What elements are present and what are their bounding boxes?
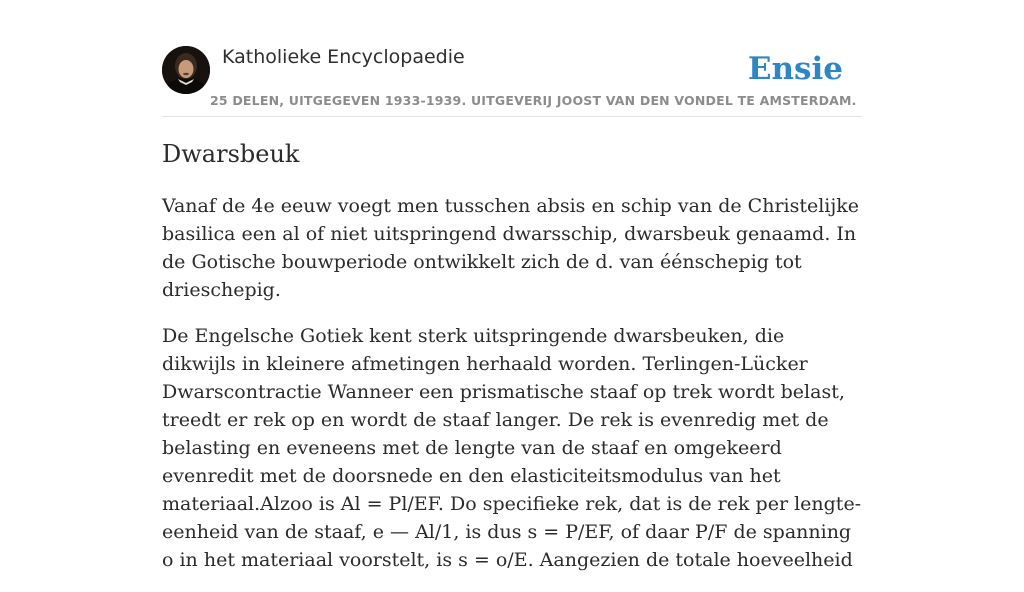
source-subtitle: 25 DELEN, UITGEGEVEN 1933-1939. UITGEVERIJ JOOST VAN DEN VONDEL TE AMSTERDAM. bbox=[210, 93, 857, 108]
source-avatar[interactable] bbox=[162, 46, 210, 94]
portrait-avatar-icon bbox=[162, 46, 210, 94]
source-header bbox=[162, 0, 862, 117]
article-paragraph: Vanaf de 4e eeuw voegt men tusschen absis en schip van de Christelijke basilica een al of niet uitspringend dwarsschip, dwarsbeuk genaamd. In de Gotische bouwperiode ontwikkelt zich de d. van éénschepig tot drieschepig. bbox=[162, 195, 860, 301]
brand-logo-link[interactable]: Ensie bbox=[747, 51, 843, 87]
article-paragraph: De Engelsche Gotiek kent sterk uitspringende dwarsbeuken, die dikwijls in kleinere afmetingen herhaald worden. Terlingen-Lücker Dwarscontractie Wanneer een prismatische staaf op trek wordt belast, treedt er rek op en wordt de staaf langer. De rek is evenredig met de belasting en eveneens met de lengte van de staaf en omgekeerd evenredit met de doorsnede en den elasticiteitsmodulus van het materiaal.Alzoo is Al = Pl/EF. Do specifieke rek, dat is de rek per lengte-eenheid van de staaf, e — Al/1, is dus s = P/EF, of daar P/F de spanning o in het materiaal voorstelt, is s = o/E. Aangezien de totale hoeveelheid bbox=[162, 325, 862, 571]
article-body bbox=[162, 192, 862, 592]
page-title: Dwarsbeuk bbox=[162, 140, 300, 168]
page-container bbox=[162, 0, 862, 571]
source-title[interactable]: Katholieke Encyclopaedie bbox=[222, 46, 465, 68]
